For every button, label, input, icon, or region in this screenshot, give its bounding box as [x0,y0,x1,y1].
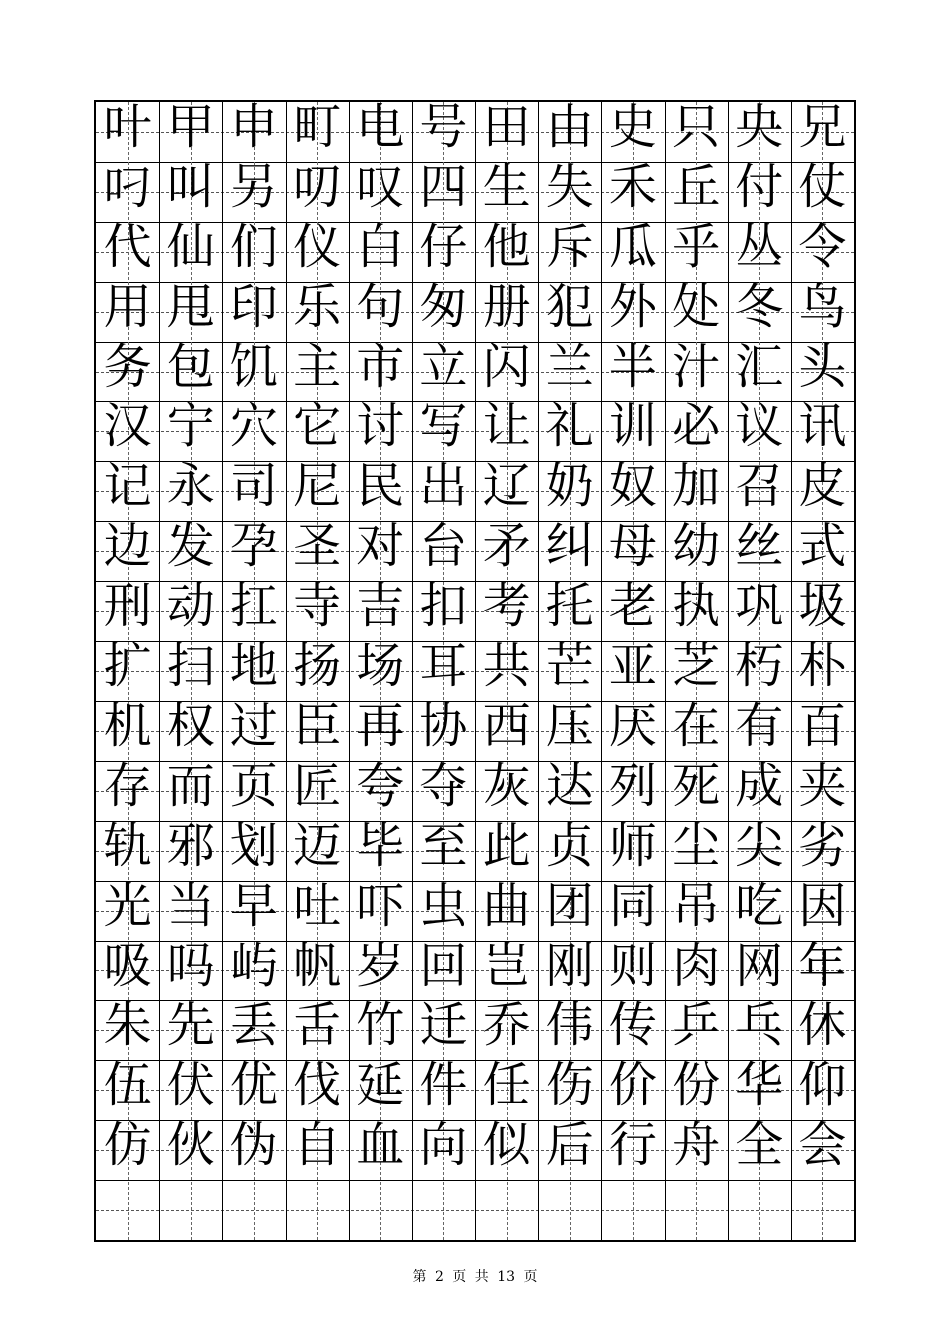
character-cell: 训 [608,398,657,455]
character-cell: 纠 [545,518,594,575]
character-cell: 叶 [103,99,152,155]
character-cell: 压 [545,697,594,754]
character-cell: 先 [166,997,215,1054]
character-cell: 吸 [103,937,152,994]
character-cell: 伟 [545,997,594,1054]
character-cell: 孕 [229,518,278,575]
character-cell: 考 [482,578,531,635]
character-cell: 母 [608,518,657,575]
character-cell: 讨 [356,398,405,455]
character-cell: 同 [608,877,657,934]
character-cell: 肉 [672,937,721,994]
character-cell: 光 [103,877,152,934]
character-cell: 瓜 [608,218,657,275]
character-cell: 臣 [293,697,342,754]
character-cell: 外 [608,278,657,335]
character-cell: 地 [229,638,278,695]
character-cell: 闪 [482,338,531,395]
character-cell: 吉 [356,578,405,635]
character-cell: 休 [798,997,847,1054]
character-cell: 乓 [735,997,784,1054]
character-cell: 协 [419,697,468,754]
character-cell: 此 [482,817,531,874]
character-cell: 贞 [545,817,594,874]
character-cell: 甲 [166,99,215,155]
character-cell: 扛 [229,578,278,635]
character-cell: 处 [672,278,721,335]
character-cell: 舌 [293,997,342,1054]
character-cell: 立 [419,338,468,395]
character-cell: 百 [798,697,847,754]
character-cell: 列 [608,757,657,814]
character-cell: 寺 [293,578,342,635]
character-cell: 叼 [103,158,152,215]
character-cell: 幼 [672,518,721,575]
character-cell: 仙 [166,218,215,275]
character-cell [222,1176,285,1236]
character-cell: 禾 [608,158,657,215]
character-cell: 台 [419,518,468,575]
character-cell: 仔 [419,218,468,275]
character-cell: 仿 [103,1117,152,1174]
character-cell: 权 [166,697,215,754]
character-cell: 由 [545,99,594,155]
character-cell: 仰 [798,1057,847,1114]
character-cell: 场 [356,638,405,695]
character-cell: 斥 [545,218,594,275]
character-cell: 加 [672,458,721,515]
character-cell: 仪 [293,218,342,275]
character-cell [601,1176,664,1236]
character-cell: 町 [293,99,342,155]
character-cell: 扫 [166,638,215,695]
character-cell: 讯 [798,398,847,455]
character-cell: 会 [798,1117,847,1174]
character-cell: 永 [166,458,215,515]
character-cell [349,1176,412,1236]
character-cell: 尼 [293,458,342,515]
character-cell: 迈 [293,817,342,874]
character-cell: 伏 [166,1057,215,1114]
character-cell: 生 [482,158,531,215]
character-cell: 兄 [798,99,847,155]
character-cell: 划 [229,817,278,874]
character-cell [96,1176,159,1236]
character-cell: 岁 [356,937,405,994]
character-cell: 厌 [608,697,657,754]
character-cell: 央 [735,99,784,155]
character-cell: 网 [735,937,784,994]
character-cell [475,1176,538,1236]
character-cell: 宁 [166,398,215,455]
character-cell: 伐 [293,1057,342,1114]
character-cell: 吗 [166,937,215,994]
character-cell: 存 [103,757,152,814]
character-cell: 刚 [545,937,594,994]
character-cell: 边 [103,518,152,575]
character-cell: 延 [356,1057,405,1114]
character-cell: 匆 [419,278,468,335]
character-cell: 动 [166,578,215,635]
character-cell: 民 [356,458,405,515]
character-cell [665,1176,728,1236]
character-cell: 伪 [229,1117,278,1174]
character-cell: 汁 [672,338,721,395]
character-cell: 后 [545,1117,594,1174]
character-cell: 司 [229,458,278,515]
character-cell: 至 [419,817,468,874]
character-cell: 芒 [545,638,594,695]
character-cell: 奴 [608,458,657,515]
character-cell: 吐 [293,877,342,934]
character-cell: 奶 [545,458,594,515]
character-cell: 回 [419,937,468,994]
character-cell: 伍 [103,1057,152,1114]
character-cell: 达 [545,757,594,814]
character-cell: 对 [356,518,405,575]
character-cell: 优 [229,1057,278,1114]
character-cell: 丝 [735,518,784,575]
character-cell: 迁 [419,997,468,1054]
character-cell: 竹 [356,997,405,1054]
character-cell: 圣 [293,518,342,575]
character-cell: 吓 [356,877,405,934]
character-cell: 似 [482,1117,531,1174]
character-cell: 发 [166,518,215,575]
character-cell: 页 [229,757,278,814]
character-cell: 式 [798,518,847,575]
character-cell: 耳 [419,638,468,695]
character-cell: 汇 [735,338,784,395]
page-number-footer: 第 2 页 共 13 页 [412,1269,538,1285]
character-cell: 令 [798,218,847,275]
character-cell: 务 [103,338,152,395]
character-cell [159,1176,222,1236]
character-cell: 机 [103,697,152,754]
character-cell: 记 [103,458,152,515]
character-cell: 叫 [166,158,215,215]
character-cell: 丘 [672,158,721,215]
character-cell: 巩 [735,578,784,635]
character-cell: 半 [608,338,657,395]
character-cell: 年 [798,937,847,994]
character-cell: 犯 [545,278,594,335]
character-cell: 叹 [356,158,405,215]
character-cell: 头 [798,338,847,395]
character-cell: 丢 [229,997,278,1054]
character-cell: 毕 [356,817,405,874]
character-cell: 曲 [482,877,531,934]
character-cell: 乒 [672,997,721,1054]
character-cell: 当 [166,877,215,934]
character-cell: 夺 [419,757,468,814]
character-cell: 共 [482,638,531,695]
character-cell: 们 [229,218,278,275]
character-cell: 伤 [545,1057,594,1114]
character-cell: 岂 [482,937,531,994]
character-cell: 另 [229,158,278,215]
character-cell: 仗 [798,158,847,215]
character-cell: 穴 [229,398,278,455]
character-cell: 白 [356,218,405,275]
character-cell: 丛 [735,218,784,275]
character-cell: 电 [356,99,405,155]
character-cell: 亚 [608,638,657,695]
character-cell: 朽 [735,638,784,695]
character-cell: 辽 [482,458,531,515]
character-cell: 帆 [293,937,342,994]
character-cell: 朱 [103,997,152,1054]
character-cell: 冬 [735,278,784,335]
character-cell [728,1176,791,1236]
character-cell: 兰 [545,338,594,395]
character-cell: 议 [735,398,784,455]
character-cell: 吃 [735,877,784,934]
character-cell: 屿 [229,937,278,994]
character-cell: 圾 [798,578,847,635]
character-cell: 邪 [166,817,215,874]
character-cell: 再 [356,697,405,754]
character-cell: 饥 [229,338,278,395]
character-cell: 扬 [293,638,342,695]
character-cell: 吊 [672,877,721,934]
character-cell: 叨 [293,158,342,215]
practice-grid-sheet [94,100,856,1242]
character-cell: 失 [545,158,594,215]
character-cell: 在 [672,697,721,754]
character-cell: 行 [608,1117,657,1174]
character-cell: 尖 [735,817,784,874]
character-cell: 田 [482,99,531,155]
character-cell: 任 [482,1057,531,1114]
character-cell: 它 [293,398,342,455]
character-cell: 刑 [103,578,152,635]
character-cell: 矛 [482,518,531,575]
character-cell: 则 [608,937,657,994]
character-cell: 团 [545,877,594,934]
character-cell: 向 [419,1117,468,1174]
character-cell: 汉 [103,398,152,455]
character-cell: 他 [482,218,531,275]
character-cell: 份 [672,1057,721,1114]
character-cell: 句 [356,278,405,335]
character-cell: 轨 [103,817,152,874]
character-cell: 夸 [356,757,405,814]
character-cell [286,1176,349,1236]
character-cell: 礼 [545,398,594,455]
character-cell: 尘 [672,817,721,874]
character-cell: 芝 [672,638,721,695]
character-cell: 全 [735,1117,784,1174]
character-cell: 死 [672,757,721,814]
character-cell: 乎 [672,218,721,275]
character-cell: 扩 [103,638,152,695]
character-cell: 劣 [798,817,847,874]
character-cell: 件 [419,1057,468,1114]
character-cell: 只 [672,99,721,155]
character-cell: 史 [608,99,657,155]
character-cell: 而 [166,757,215,814]
character-cell: 虫 [419,877,468,934]
character-cell: 师 [608,817,657,874]
character-cell: 主 [293,338,342,395]
character-cell: 有 [735,697,784,754]
character-cell: 代 [103,218,152,275]
character-cell: 伙 [166,1117,215,1174]
character-cell: 鸟 [798,278,847,335]
character-cell: 四 [419,158,468,215]
character-cell: 托 [545,578,594,635]
character-cell: 西 [482,697,531,754]
character-cell: 印 [229,278,278,335]
character-cell: 早 [229,877,278,934]
character-cell [412,1176,475,1236]
character-cell: 执 [672,578,721,635]
character-cell: 乔 [482,997,531,1054]
character-cell: 传 [608,997,657,1054]
character-cell: 出 [419,458,468,515]
character-cell: 召 [735,458,784,515]
character-cell: 包 [166,338,215,395]
character-cell: 必 [672,398,721,455]
character-cell: 过 [229,697,278,754]
character-cell: 付 [735,158,784,215]
character-cell [791,1176,854,1236]
character-cell: 扣 [419,578,468,635]
character-cell: 价 [608,1057,657,1114]
character-cell: 成 [735,757,784,814]
character-cell: 写 [419,398,468,455]
character-cell: 灰 [482,757,531,814]
character-cell: 让 [482,398,531,455]
character-cell: 乐 [293,278,342,335]
character-cell: 号 [419,99,468,155]
character-cell: 甩 [166,278,215,335]
character-cell: 匠 [293,757,342,814]
character-cell: 朴 [798,638,847,695]
character-cell: 因 [798,877,847,934]
character-cell: 册 [482,278,531,335]
character-cell: 用 [103,278,152,335]
character-cell: 舟 [672,1117,721,1174]
character-cell: 夹 [798,757,847,814]
character-cell: 皮 [798,458,847,515]
character-cell: 血 [356,1117,405,1174]
character-cell [538,1176,601,1236]
character-cell: 自 [293,1117,342,1174]
character-cell: 市 [356,338,405,395]
character-cell: 老 [608,578,657,635]
character-cell: 申 [229,99,278,155]
character-cell: 华 [735,1057,784,1114]
